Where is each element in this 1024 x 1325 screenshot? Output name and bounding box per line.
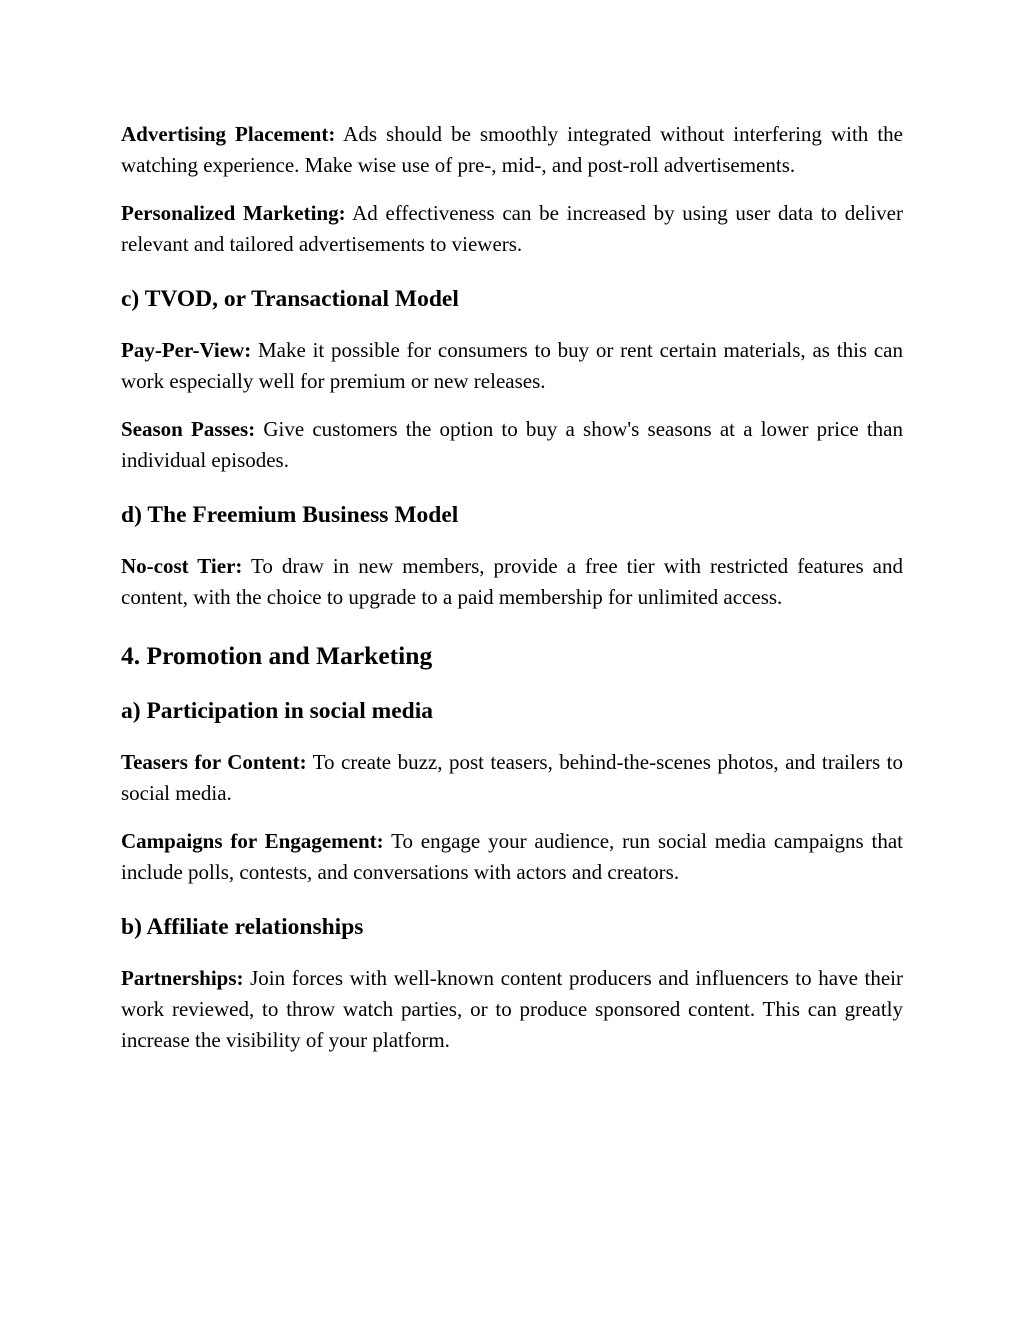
paragraph-text: To draw in new members, provide a free tier with restricted features and content, with the choice to upgrade to a paid membership for unlimited access. (121, 554, 903, 609)
paragraph-personalized-marketing (121, 198, 903, 260)
paragraph-label: Pay-Per-View: (121, 338, 252, 362)
heading-freemium-model: d) The Freemium Business Model (121, 502, 459, 528)
paragraph-pay-per-view (121, 335, 903, 397)
paragraph-text: Ad effectiveness can be increased by using user data to deliver relevant and tailored advertisements to viewers. (121, 201, 903, 256)
heading-tvod-model: c) TVOD, or Transactional Model (121, 286, 459, 312)
heading-social-media: a) Participation in social media (121, 698, 434, 724)
paragraph-teasers-for-content (121, 747, 903, 809)
paragraph-advertising-placement (121, 119, 903, 181)
paragraph-text: To create buzz, post teasers, behind-the-scenes photos, and trailers to social media. (121, 750, 903, 805)
heading-promotion-marketing: 4. Promotion and Marketing (121, 641, 433, 670)
paragraph-season-passes (121, 414, 903, 476)
paragraph-text: Ads should be smoothly integrated without interfering with the watching experience. Make wise use of pre-, mid-, and post-roll advertisements. (121, 122, 903, 177)
paragraph-text: Make it possible for consumers to buy or rent certain materials, as this can work especially well for premium or new releases. (121, 338, 903, 393)
paragraph-label: No-cost Tier: (121, 554, 243, 578)
paragraph-campaigns-for-engagement (121, 826, 903, 888)
paragraph-partnerships (121, 963, 903, 1056)
paragraph-text: Give customers the option to buy a show's seasons at a lower price than individual episodes. (121, 417, 903, 472)
paragraph-no-cost-tier (121, 551, 903, 613)
paragraph-text: To engage your audience, run social media campaigns that include polls, contests, and conversations with actors and creators. (121, 829, 904, 884)
paragraph-text: Join forces with well-known content producers and influencers to have their work reviewed, to throw watch parties, or to produce sponsored content. This can greatly increase the visibility of your platform. (121, 966, 903, 1052)
paragraph-label: Season Passes: (121, 417, 256, 441)
paragraph-label: Personalized Marketing: (121, 201, 346, 225)
paragraph-label: Campaigns for Engagement: (121, 829, 384, 853)
heading-affiliate-relationships: b) Affiliate relationships (121, 914, 364, 940)
paragraph-label: Partnerships: (121, 966, 244, 990)
paragraph-label: Teasers for Content: (121, 750, 307, 774)
paragraph-label: Advertising Placement: (121, 122, 336, 146)
